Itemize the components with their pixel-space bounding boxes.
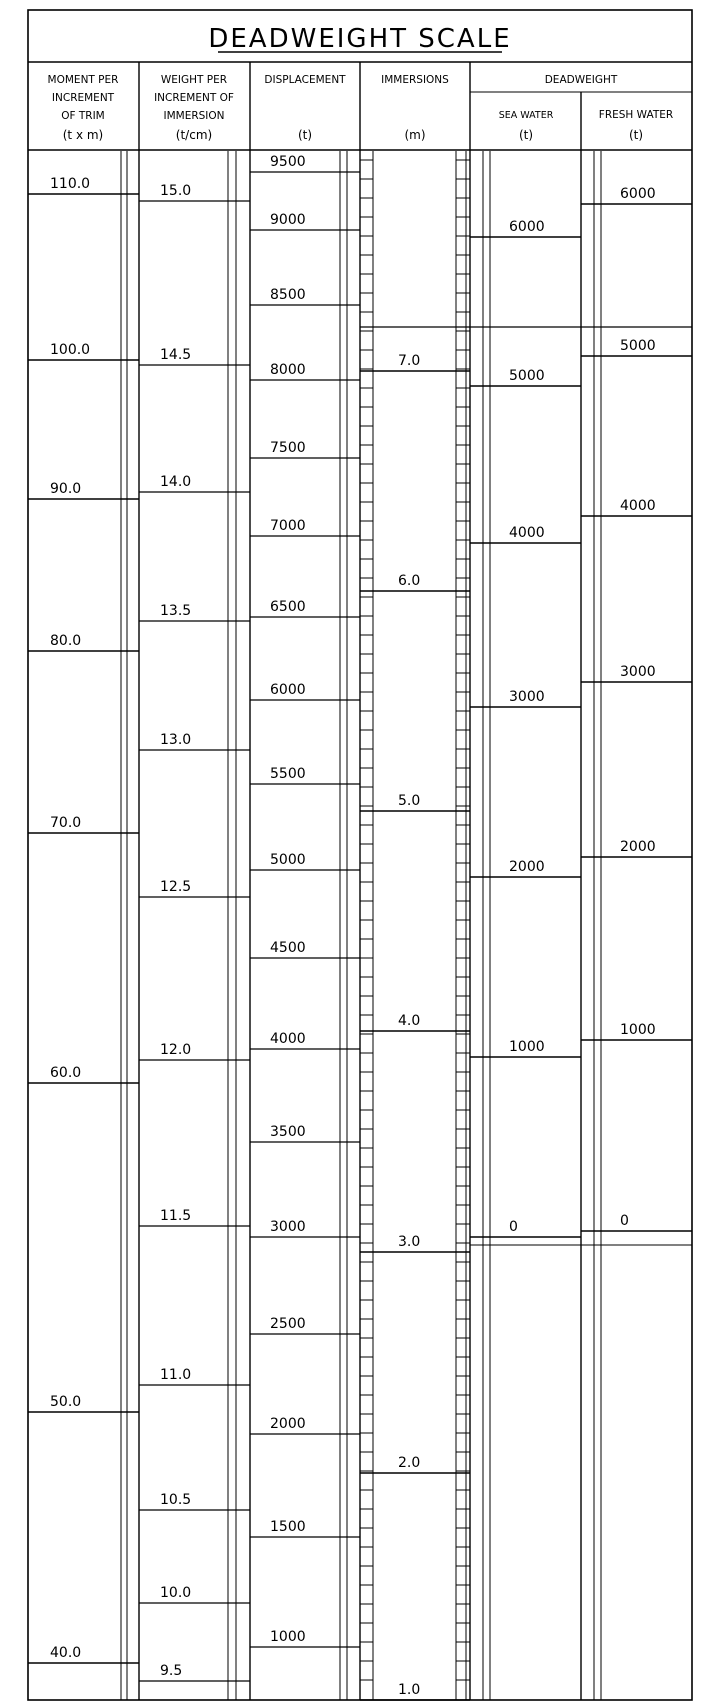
- weight-unit: (t/cm): [175, 128, 213, 142]
- sea-water-value: 3000: [509, 689, 545, 705]
- moment-value: 80.0: [50, 633, 82, 649]
- displacement-value: 1000: [270, 1629, 306, 1645]
- displacement-value: 6500: [270, 599, 306, 615]
- displacement-value: 3000: [270, 1219, 306, 1235]
- moment-value: 70.0: [50, 815, 82, 831]
- immersion-value: 5.0: [398, 793, 421, 809]
- displacement-value: 7500: [270, 440, 306, 456]
- moment-value: 40.0: [50, 1645, 82, 1661]
- sea-water-scale: [470, 151, 581, 1700]
- displacement-value: 2500: [270, 1316, 306, 1332]
- weight-value: 13.5: [160, 603, 192, 619]
- weight-value: 12.0: [160, 1042, 192, 1058]
- sea-water-header: SEA WATER: [498, 110, 554, 121]
- weight-value: 9.5: [160, 1663, 183, 1679]
- immersions-scale: [360, 151, 470, 1700]
- moment-header-line-3: OF TRIM: [61, 110, 105, 122]
- displacement-value: 7000: [270, 518, 306, 534]
- immersions-unit: (m): [404, 128, 426, 142]
- moment-value: 90.0: [50, 481, 82, 497]
- displacement-value: 4000: [270, 1031, 306, 1047]
- immersion-value: 1.0: [398, 1682, 421, 1698]
- immersion-value: 7.0: [398, 353, 421, 369]
- displacement-value: 2000: [270, 1416, 306, 1432]
- weight-value: 14.5: [160, 347, 192, 363]
- immersion-value: 6.0: [398, 573, 421, 589]
- moment-value: 60.0: [50, 1065, 82, 1081]
- sea-water-value: 0: [509, 1219, 518, 1235]
- weight-value: 10.0: [160, 1585, 192, 1601]
- weight-value: 15.0: [160, 183, 192, 199]
- sea-water-value: 1000: [509, 1039, 545, 1055]
- displacement-value: 8500: [270, 287, 306, 303]
- displacement-value: 9500: [270, 154, 306, 170]
- sea-water-value: 5000: [509, 368, 545, 384]
- fresh-water-header: FRESH WATER: [598, 109, 674, 121]
- immersion-value: 4.0: [398, 1013, 421, 1029]
- weight-value: 13.0: [160, 732, 192, 748]
- displacement-value: 6000: [270, 682, 306, 698]
- deadweight-header: DEADWEIGHT: [544, 74, 618, 86]
- fresh-water-value: 3000: [620, 664, 656, 680]
- displacement-value: 1500: [270, 1519, 306, 1535]
- displacement-scale: [250, 151, 360, 1700]
- moment-value: 50.0: [50, 1394, 82, 1410]
- immersions-header: IMMERSIONS: [381, 74, 449, 86]
- sea-water-value: 4000: [509, 525, 545, 541]
- displacement-value: 8000: [270, 362, 306, 378]
- weight-header-line-1: WEIGHT PER: [160, 74, 228, 86]
- sea-water-unit: (t): [518, 128, 534, 142]
- frame: [28, 10, 692, 1700]
- fresh-water-unit: (t): [628, 128, 644, 142]
- diagram-title: DEADWEIGHT SCALE: [208, 24, 512, 54]
- weight-value: 11.5: [160, 1208, 192, 1224]
- moment-header-line-1: MOMENT PER: [47, 74, 119, 86]
- moment-value: 100.0: [50, 342, 91, 358]
- displacement-value: 4500: [270, 940, 306, 956]
- weight-scale: [139, 151, 250, 1700]
- weight-value: 11.0: [160, 1367, 192, 1383]
- sea-water-value: 6000: [509, 219, 545, 235]
- displacement-header: DISPLACEMENT: [264, 74, 346, 86]
- moment-value: 110.0: [50, 176, 91, 192]
- fresh-water-value: 0: [620, 1213, 629, 1229]
- fresh-water-value: 1000: [620, 1022, 656, 1038]
- immersion-value: 2.0: [398, 1455, 421, 1471]
- moment-unit: (t x m): [62, 128, 104, 142]
- fresh-water-value: 5000: [620, 338, 656, 354]
- moment-scale: [28, 151, 139, 1700]
- fresh-water-value: 4000: [620, 498, 656, 514]
- fresh-water-value: 2000: [620, 839, 656, 855]
- displacement-value: 9000: [270, 212, 306, 228]
- immersion-value: 3.0: [398, 1234, 421, 1250]
- weight-value: 10.5: [160, 1492, 192, 1508]
- displacement-value: 5500: [270, 766, 306, 782]
- moment-header-line-2: INCREMENT: [51, 92, 115, 104]
- fresh-water-scale: [581, 151, 692, 1700]
- sea-water-value: 2000: [509, 859, 545, 875]
- displacement-unit: (t): [297, 128, 313, 142]
- weight-header-line-3: IMMERSION: [163, 110, 225, 122]
- displacement-value: 3500: [270, 1124, 306, 1140]
- weight-header-line-2: INCREMENT OF: [154, 92, 234, 104]
- fresh-water-value: 6000: [620, 186, 656, 202]
- displacement-value: 5000: [270, 852, 306, 868]
- weight-value: 14.0: [160, 474, 192, 490]
- weight-value: 12.5: [160, 879, 192, 895]
